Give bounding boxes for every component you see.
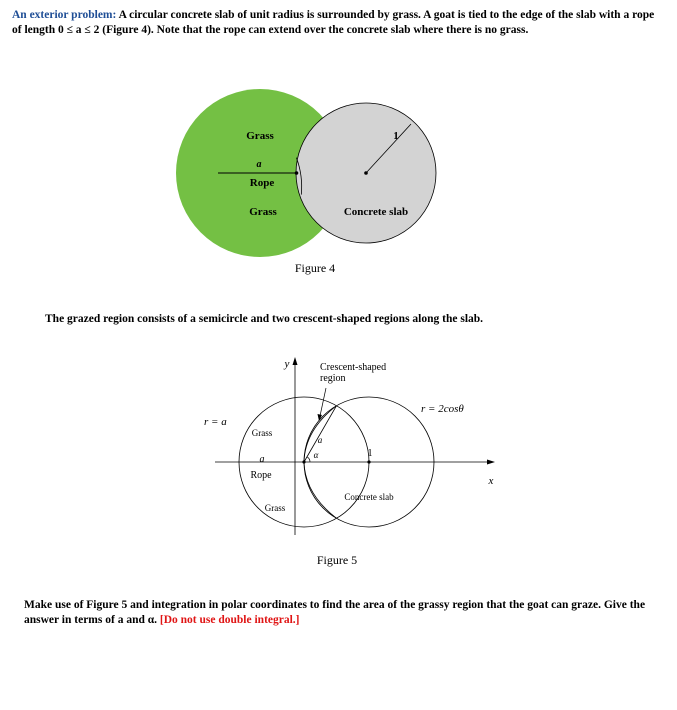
y-axis-label: y xyxy=(284,358,290,370)
crescent-label-line1: Crescent-shaped xyxy=(320,362,387,373)
fig5-slab-label: Concrete slab xyxy=(344,492,394,502)
task-text: Make use of Figure 5 and integration in polar coordinates to find the area of the grassy region that the goat can graze. Give the answer in terms of a and α. xyxy=(24,599,646,626)
figure-5 xyxy=(204,357,495,567)
polar-slab-label: r = 2cosθ xyxy=(421,403,464,415)
slab-center-point xyxy=(364,171,368,175)
fig5-radius-label: 1 xyxy=(367,448,373,459)
task-statement xyxy=(24,598,664,628)
tether-point-origin xyxy=(302,460,305,463)
fig5-a-label: a xyxy=(259,454,265,465)
fig5-rope-label: Rope xyxy=(250,470,272,481)
grazed-region-text: The grazed region consists of a semicircle and two crescent-shaped regions along the slab. xyxy=(45,313,484,325)
alpha-label: α xyxy=(313,450,319,460)
figure-5-caption: Figure 5 xyxy=(316,553,358,567)
chord-a-label: a xyxy=(317,435,323,445)
fig4-a-label: a xyxy=(256,159,262,170)
slab-center-point-5 xyxy=(367,460,370,463)
fig4-slab-label: Concrete slab xyxy=(343,206,409,218)
tether-point xyxy=(295,171,299,175)
crescent-label-line2: region xyxy=(320,373,346,384)
alpha-angle-arc xyxy=(307,457,310,462)
fig4-grass-top-label: Grass xyxy=(246,130,274,142)
fig5-grass-top-label: Grass xyxy=(251,428,273,438)
figure-4-caption: Figure 4 xyxy=(294,261,336,275)
polar-rope-label: r = a xyxy=(204,416,227,428)
task-warning: [Do not use double integral.] xyxy=(159,614,300,626)
x-axis-label: x xyxy=(488,475,494,487)
fig4-radius-label: 1 xyxy=(393,130,399,142)
problem-text: A circular concrete slab of unit radius is surrounded by grass. A goat is tied to the edge of the slab with a rope of length 0 ≤ a ≤ 2 (Figure 4). Note that the rope can extend over the concrete slab where there is no grass. xyxy=(12,9,655,36)
crescent-pointer xyxy=(320,388,326,416)
fig4-rope-label: Rope xyxy=(249,177,275,189)
fig4-grass-bottom-label: Grass xyxy=(249,206,277,218)
y-axis-arrow xyxy=(293,357,298,365)
figure-4 xyxy=(176,89,436,275)
x-axis-arrow xyxy=(487,460,495,465)
fig5-grass-bottom-label: Grass xyxy=(264,503,286,513)
problem-lead: An exterior problem: xyxy=(12,9,117,21)
